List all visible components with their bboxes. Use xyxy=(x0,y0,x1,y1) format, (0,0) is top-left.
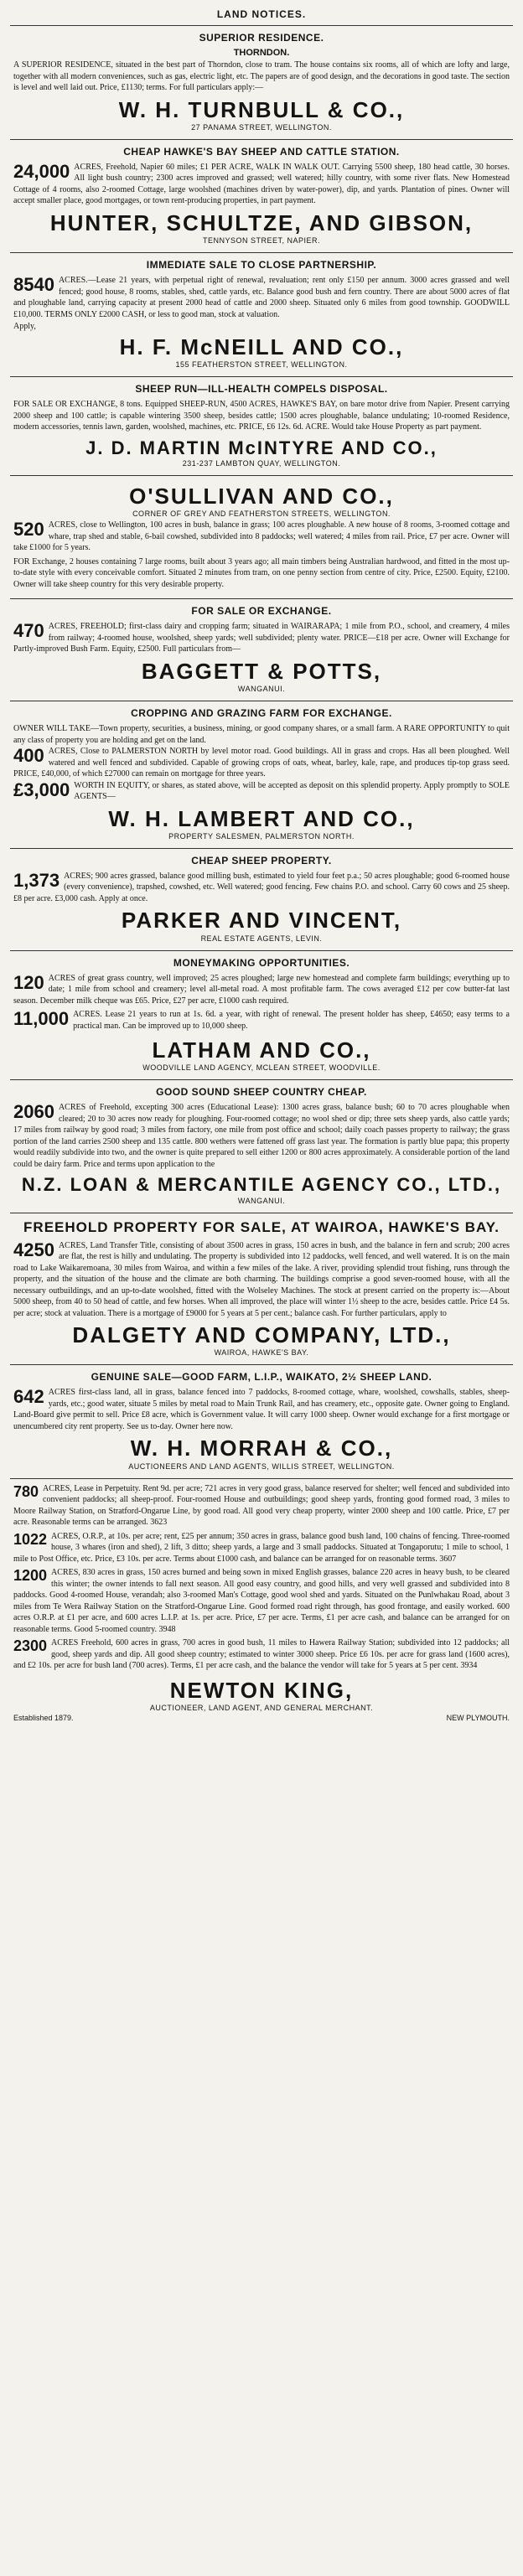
acreage-figure: 2060 xyxy=(13,1101,54,1123)
ad-body: ACRES, Close to PALMERSTON NORTH by level motor road. Good buildings. All in grass and crops. Has all been ploughed. Well watered and well fenced and subdivided. Capable of growing crops of oats, wheat, barley, kale, rape, and produces tip-top grass seed. PRICE, £40,000, of which £27000 can remain on mortgage for three years. xyxy=(13,747,510,779)
advertiser-address: AUCTIONEER, LAND AGENT, AND GENERAL MERCHANT. xyxy=(149,1703,374,1712)
town-name: NEW PLYMOUTH. xyxy=(446,1713,510,1722)
ad-body: ACRES first-class land, all in grass, balance fenced into 7 paddocks, 8-roomed cottage, whare, woolshed, cowshalls, stables, sheep-yards, etc.; good water, situate 5 miles by metal road to Main Trunk Rail, and has creamery, etc., opposite gate. Owner going to England. Land-Board give permit to sell. Price £8 acre, which is Government value. It will carry 1000 sheep. Owner would exchange for a first mortgage or unencumbered city rent property. See us to-day. Owner here now. xyxy=(13,1388,510,1431)
ad-hawkes-bay-station xyxy=(10,140,513,253)
advertiser-address: REAL ESTATE AGENTS, LEVIN. xyxy=(200,934,323,943)
advertiser-name: BAGGETT & POTTS, xyxy=(141,658,382,684)
acreage-figure: 11,000 xyxy=(13,1008,70,1030)
advertiser-name: H. F. McNEILL AND CO., xyxy=(119,334,404,360)
ad-body: ACRES of Freehold, excepting 300 acres (Educational Lease): 1300 acres grass, balance bush; 60 to 70 acres ploughable when cleared; 20 to 30 acres now ready for ploughing. Four-roomed cottage; no wool shed or dip; three sets sheep yards, also cattle yards; 17 miles from railway by good road; 3 miles from factory, one mile from post office and school; daily coach passes property to railway; the grass portion of the land carries 2500 sheep and 135 cattle. 800 wethers were fattened off grass last year. The formation is partly blue papa; this property would readily subdivide into two, and the owner is quite prepared to sell either 1200 or 800 acres approximately. A considerable portion of the land could be dairy farm. Price and terms upon application to the xyxy=(13,1103,510,1169)
ad-caption: SHEEP RUN—ILL-HEALTH COMPELS DISPOSAL. xyxy=(135,383,388,396)
ad-caption: CROPPING AND GRAZING FARM FOR EXCHANGE. xyxy=(131,707,392,720)
advertiser-address: AUCTIONEERS AND LAND AGENTS, WILLIS STREET, WELLINGTON. xyxy=(128,1461,395,1471)
ad-body: ACRES.—Lease 21 years, with perpetual right of renewal, revaluation; rent only £150 per annum. 3000 acres grassed and well fenced; good house, 8 rooms, stables, shed, cattle yards, etc. Balance good bush and fern country. There are about 5000 acres of flat and ploughable land, carrying capacity at present 2000 head of cattle and 2000 sheep. Situated only 6 miles from good township. GOODWILL £10,000. TERMS ONLY £2000 CASH, or less to good man, stock at valuation. xyxy=(13,276,510,319)
column-heading: LAND NOTICES. xyxy=(10,7,513,26)
ad-moneymaking xyxy=(10,951,513,1081)
ad-caption: FOR SALE OR EXCHANGE. xyxy=(191,605,332,618)
advertiser-address: WANGANUI. xyxy=(237,685,286,694)
lot-description: ACRES. Lease 21 years to run at 1s. 6d. a year, with right of renewal. The present holder has sheep, £4650; easy terms to a practical man. Can be improved up to 10,000 sheep. xyxy=(73,1010,510,1031)
lot-description: ACRES, O.R.P., at 10s. per acre; rent, £25 per annum; 350 acres in grass, balance good bush land, 100 chains of fencing. Three-roomed house, 3 whares (iron and shed), 2 lift, 3 ditto; sheep yards, a large and 3 small paddocks. Situated at Tongaporutu; 1 mile to school, 1 mile to Post Office, etc. Price, £3 10s. per acre. Terms about £1000 cash, and balance can be arranged for on reasonable terms. 3607 xyxy=(13,1531,510,1564)
ad-intro: OWNER WILL TAKE—Town property, securities, a business, mining, or good company shares, or a small farm. A RARE OPPORTUNITY to quit any class of property you are holding and get on the land. xyxy=(13,724,510,745)
acreage-figure: 120 xyxy=(13,971,44,993)
ad-body: ACRES, FREEHOLD; first-class dairy and cropping farm; situated in WAIRARAPA; 1 mile from P.O., school, and creamery, 4 miles from railway; 4-roomed house, woolshed, sheep yards; well subdivided; plenty water. PRICE—£18 per acre. Owner will Exchange for Partly-improved Bush Farm. Equity, £2500. Full particulars from— xyxy=(13,622,510,654)
ad-body: A SUPERIOR RESIDENCE, situated in the best part of Thorndon, close to tram. The house contains six rooms, all of which are lofty and large, together with all modern conveniences, such as gas, electric light, etc. The papers are of good design, and the decorations in good taste. The section is level and well laid out. Price, £1130; terms. For full particulars apply:— xyxy=(13,60,510,92)
ad-cheap-sheep-property xyxy=(10,849,513,951)
acreage-figure: 400 xyxy=(13,745,44,767)
ad-caption: CHEAP SHEEP PROPERTY. xyxy=(191,854,332,866)
acreage-figure: 24,000 xyxy=(13,160,70,182)
advertiser-address: TENNYSON STREET, NAPIER. xyxy=(202,236,321,246)
advertiser-name: LATHAM AND CO., xyxy=(152,1037,371,1063)
acreage-figure: 642 xyxy=(13,1386,44,1408)
ad-caption: CHEAP HAWKE'S BAY SHEEP AND CATTLE STATION. xyxy=(123,145,400,158)
ad-newton-king xyxy=(10,1479,513,1728)
lot-description: ACRES of great grass country, well improved; 25 acres ploughed; large new homestead and complete farm buildings; everything up to date; 1 mile from school and creamery; level all-metal road. A most profitable farm. The cows averaged £12 per cow butter-fat last season. December milk cheque was £65. Price, £27 per acre, £1000 cash required. xyxy=(13,973,510,1006)
advertiser-address: WAIROA, HAWKE'S BAY. xyxy=(214,1348,309,1358)
ad-caption: IMMEDIATE SALE TO CLOSE PARTNERSHIP. xyxy=(146,259,377,272)
lot-description: ACRES, Lease in Perpetuity. Rent 9d. per acre; 721 acres in very good grass, balance reserved for shelter; well fenced and subdivided into convenient paddocks; all sheep-proof. Four-roomed House and outbuildings; good sheep yards, fronting good formed road, 3 miles to Moore Railway Station, on Stratford-Ongarue Line, by good road. All good very cheap property, winter 2000 sheep and 100 cattle. Price, £7 per acre. Reasonable terms can be arranged. 3623 xyxy=(13,1483,510,1528)
advertiser-name: HUNTER, SCHULTZE, AND GIBSON, xyxy=(49,209,474,235)
ad-body-2: WORTH IN EQUITY, or shares, as stated above, will be accepted as deposit on this splendid property. Apply promptly to SOLE AGENTS— xyxy=(74,780,510,802)
acreage-figure: 1022 xyxy=(13,1530,48,1548)
advertiser-name: PARKER AND VINCENT, xyxy=(121,908,402,934)
advertiser-address: WANGANUI. xyxy=(237,1196,286,1205)
ad-caption: SUPERIOR RESIDENCE. xyxy=(199,32,324,44)
advertiser-name: N.Z. LOAN & MERCANTILE AGENCY CO., LTD., xyxy=(21,1174,502,1196)
ad-body: ACRES, Freehold, Napier 60 miles; £1 PER ACRE, WALK IN WALK OUT. Carrying 5500 sheep, 180 head cattle, 30 horses. All light bush country; 2300 acres improved and grassed; well watered; hilly country, with some river flats. New Homestead Cottage of 4 rooms, also 2-roomed Cottage, large woolshed (machines driven by water-power), dip, and yards. Plantation of pines. Owner will accept smaller place, good mortgages, or town rent-producing properties, in part payment. xyxy=(13,162,510,206)
advertiser-name: J. D. MARTIN McINTYRE AND CO., xyxy=(85,437,438,458)
ad-body: ACRES; 900 acres grassed, balance good milling bush, estimated to yield four feet p.a.; 50 acres ploughable; good 6-roomed house (every convenience), trapshed, cowshed, etc. Well watered; good fencing. Few chains P.O. and school. Carry 60 cows and 25 sheep. £8 per acre. £3,000 cash. Apply at once. xyxy=(13,871,510,903)
ad-subcaption: THORNDON. xyxy=(233,48,290,58)
advertiser-name: W. H. TURNBULL & CO., xyxy=(118,96,405,122)
ad-waikato-farm xyxy=(10,1365,513,1478)
ad-sound-sheep-country xyxy=(10,1080,513,1213)
advertiser-name: NEWTON KING, xyxy=(169,1677,354,1703)
land-notices-column xyxy=(10,0,513,1728)
ad-wairoa-freehold xyxy=(10,1213,513,1366)
advertiser-name: DALGETY AND COMPANY, LTD., xyxy=(72,1322,451,1348)
acreage-figure: 470 xyxy=(13,620,44,642)
equity-figure: £3,000 xyxy=(13,778,70,800)
advertiser-name: W. H. MORRAH & CO., xyxy=(130,1435,393,1461)
acreage-figure: 2300 xyxy=(13,1637,48,1655)
ad-caption: FREEHOLD PROPERTY FOR SALE, AT WAIROA, HAWKE'S BAY. xyxy=(23,1218,500,1235)
lot-description: ACRES, 830 acres in grass, 150 acres burned and being sown in mixed English grasses, balance 220 acres in heavy bush, to be cleared this winter; the owner intends to fall next season. All good easy country, and good hills, and very well grassed and subdivided into 8 paddocks. Good 4-roomed House, verandah; also 3-roomed Man's Cottage, good wool shed and yards. Situated on the Punlwhakau Road, about 3 miles from Te Wera Railway Station on the Stratford-Ongarue Line. Good formed road right through, has good frontage, and easily worked. 600 acres O.R.P. at £1 per acre, and 600 acres L.I.P. at 1s. per acre. Price, £7 per acre. Terms, £1 per acre cash, and balance can be arranged for on reasonable terms. Good 5-roomed country. 3948 xyxy=(13,1568,510,1634)
ad-superior-residence xyxy=(10,26,513,140)
advertiser-name: W. H. LAMBERT AND CO., xyxy=(108,805,415,831)
ad-partnership-sale xyxy=(10,253,513,377)
lot-description: FOR Exchange, 2 houses containing 7 large rooms, built about 3 years ago; all main timbers being Australian hardwood, and fitted in the most up-to-date style with every conceivable comfort. Situated 2 minutes from tram, on one penny section from centre of city. Price, £2500. Equity, £2100. Owner will take sheep country for this very desirable property. xyxy=(13,556,510,589)
advertiser-address: 231-237 LAMBTON QUAY, WELLINGTON. xyxy=(182,458,341,468)
acreage-figure: 4250 xyxy=(13,1239,54,1260)
ad-body: FOR SALE OR EXCHANGE, 8 tons. Equipped SHEEP-RUN, 4500 ACRES, HAWKE'S BAY, on bare motor drive from Napier. Present carrying 2000 sheep and 100 cattle; is capable wintering 3500 sheep, besides cattle; 1500 acres ploughable, balance undulating; 10-roomed Residence, modern accessories, tennis lawn, garden, woolshed, machines, etc. PRICE, £6 12s. 6d. ACRE. Would take House Property as part payment. xyxy=(13,400,510,432)
advertiser-address: PROPERTY SALESMEN, PALMERSTON NORTH. xyxy=(168,831,355,841)
acreage-figure: 8540 xyxy=(13,274,54,296)
footer-line xyxy=(13,1714,510,1722)
advertiser-address: CORNER OF GREY AND FEATHERSTON STREETS, WELLINGTON. xyxy=(132,510,391,519)
ad-osullivan xyxy=(10,476,513,599)
advertiser-address: WOODVILLE LAND AGENCY, MCLEAN STREET, WOODVILLE. xyxy=(142,1063,381,1073)
lot-description: ACRES Freehold, 600 acres in grass, 700 acres in good bush, 11 miles to Hawera Railway Station; subdivided into 12 paddocks; all good, sheep yards and dip. All good sheep country; estimated to winter 3000 sheep. Price £6 10s. per acre for grass land (1600 acres), and £2 10s. per acre for bush land (700 acres). Terms, £1 per acre cash, and the balance the vendor will take for 5 years at 5 per cent. 3934 xyxy=(13,1638,510,1671)
ad-sheep-run xyxy=(10,377,513,476)
apply-line: Apply, xyxy=(13,322,36,332)
acreage-figure: 1,373 xyxy=(13,869,60,891)
acreage-figure: 1200 xyxy=(13,1567,48,1585)
acreage-figure: 780 xyxy=(13,1482,39,1500)
ad-caption: MONEYMAKING OPPORTUNITIES. xyxy=(173,956,350,969)
ad-caption: GENUINE SALE—GOOD FARM, L.I.P., WAIKATO, 2½ SHEEP LAND. xyxy=(91,1371,432,1384)
ad-cropping-grazing xyxy=(10,701,513,849)
advertiser-address: 155 FEATHERSTON STREET, WELLINGTON. xyxy=(175,360,348,370)
ad-sale-or-exchange xyxy=(10,599,513,701)
lot-description: ACRES, close to Wellington, 100 acres in bush, balance in grass; 100 acres ploughable. A new house of 8 rooms, 3-roomed cottage and whare, trap shed and stable, 6-bail cowshed, subdivided into 8 paddocks; well watered; 4 miles from rail. Price, £7 per acre. Owner will take £1000 for 5 years. xyxy=(13,520,510,553)
ad-caption: GOOD SOUND SHEEP COUNTRY CHEAP. xyxy=(156,1086,367,1099)
acreage-figure: 520 xyxy=(13,519,44,541)
ad-body: ACRES, Land Transfer Title, consisting of about 3500 acres in grass, 150 acres in bush, and the balance in fern and scrub; 200 acres are flat, the rest is hilly and undulating. The property is subdivided into 12 paddocks, well fenced, and well watered. It is on the main road to Lake Waikaremoana, 30 miles from Wairoa, and within a few miles of the lake. A river, providing splendid trout fishing, runs through the property, and the situation of the house and the climate are both charming. The buildings comprise a good seven-roomed house, with all the necessary outbuildings, and an up-to-date woolshed, fitted with the Wolseley Machines. The stock at present carried on the property is:—About 5000 sheep, from 40 to 50 head of cattle, and few horses. When all improved, the place will winter 1½ sheep to the acre, besides cattle. Price £4 5s. per acre; stock at valuation. There is a mortgage of £9000 for 5 years at 5 per cent.; balance cash. For further particulars, apply to xyxy=(13,1240,510,1318)
established-note: Established 1879. xyxy=(13,1713,74,1722)
advertiser-name: O'SULLIVAN AND CO., xyxy=(129,483,394,509)
advertiser-address: 27 PANAMA STREET, WELLINGTON. xyxy=(191,122,332,132)
